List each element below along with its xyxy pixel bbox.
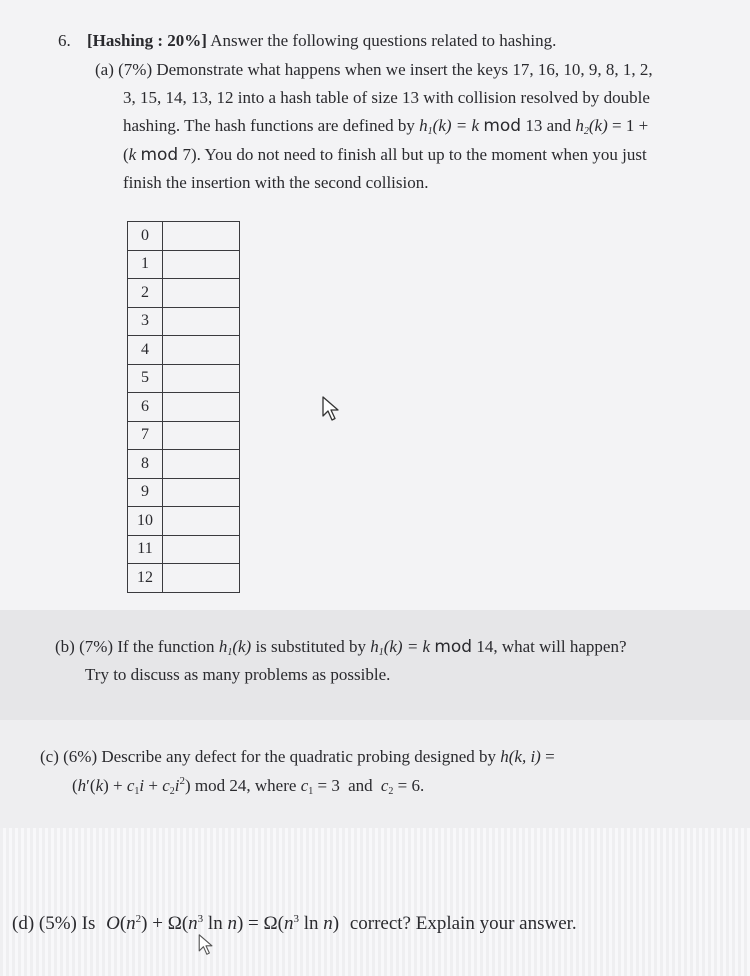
part-b-label: (b) (7%) — [55, 637, 114, 656]
question-number: 6. — [58, 31, 71, 50]
hash-table-slot — [163, 564, 240, 593]
mouse-pointer-icon — [198, 934, 214, 956]
hash-table-index: 2 — [128, 279, 163, 308]
part-a-label: (a) (7%) — [95, 60, 153, 79]
hash-table-row — [128, 336, 240, 365]
hash-table-slot — [163, 393, 240, 422]
part-a-line-2: 3, 15, 14, 13, 12 into a hash table of size 13 with collision resolved by double — [123, 88, 650, 107]
question-intro: Answer the following questions related to hashing. — [210, 31, 557, 50]
hash-table-row — [128, 564, 240, 593]
hash-table-row — [128, 307, 240, 336]
part-d-label: (d) (5%) Is — [12, 913, 96, 934]
part-b-line-2: Try to discuss as many problems as possible. — [85, 665, 391, 684]
hash-table-index: 0 — [128, 222, 163, 251]
part-c-label: (c) (6%) — [40, 747, 98, 766]
quadratic-probe-formula: $(h'(k) + c_1i + c_2i^2)$ mod 24 — [72, 775, 247, 797]
hash-table-slot — [163, 450, 240, 479]
hash-table-index: 1 — [128, 250, 163, 279]
hash-table-slot — [163, 364, 240, 393]
hash-table-index: 11 — [128, 535, 163, 564]
hash-table-index: 3 — [128, 307, 163, 336]
hash-table-row — [128, 364, 240, 393]
hash-table-slot — [163, 279, 240, 308]
part-a-line-4: (k mod 7). You do not need to finish all but up to the moment when you just — [123, 145, 647, 165]
h1-definition: $h_1(k) = k$ mod 13 — [419, 116, 543, 137]
part-d-line: (d) (5%) Is $O(n^2) + \Omega(n^3$ $\ln n) = \Omega(n^3$ ln n) correct? Explain your answer. — [12, 913, 577, 934]
hash-table-index: 9 — [128, 478, 163, 507]
part-b-line-1: (b) (7%) If the function $h_1(k)$ is substituted by $h_1(k) = k$ mod 14, what will happen? — [55, 637, 627, 658]
part-c-line-2: $(h'(k) + c_1i + c_2i^2)$ mod 24, where $c_1 = 3$ and $c_2 = 6$. — [72, 775, 425, 797]
hash-table-index: 8 — [128, 450, 163, 479]
hash-table-index: 6 — [128, 393, 163, 422]
mouse-pointer-icon — [322, 396, 340, 422]
hash-table-row — [128, 279, 240, 308]
hash-table-index: 7 — [128, 421, 163, 450]
hash-table-row — [128, 393, 240, 422]
asymptotic-equation: $O(n^2) + \Omega(n^3$ $\ln n) = \Omega(n^3$ ln n) — [106, 913, 340, 934]
hash-table-row — [128, 222, 240, 251]
hash-table-row — [128, 507, 240, 536]
hash-table-row — [128, 478, 240, 507]
hash-table-row — [128, 250, 240, 279]
hash-table-slot — [163, 507, 240, 536]
page-region-c — [0, 720, 750, 828]
hash-table-row — [128, 421, 240, 450]
hash-table — [127, 221, 240, 593]
part-c-line-1: (c) (6%) Describe any defect for the quadratic probing designed by h(k, i) = — [40, 747, 555, 766]
hash-table-index: 4 — [128, 336, 163, 365]
hash-table-index: 12 — [128, 564, 163, 593]
hash-table-row — [128, 450, 240, 479]
hash-table-slot — [163, 421, 240, 450]
part-a-line-5: finish the insertion with the second collision. — [123, 173, 429, 192]
part-a-line-1: (a) (7%) Demonstrate what happens when we insert the keys 17, 16, 10, 9, 8, 1, 2, — [95, 60, 653, 79]
page-region-d — [0, 828, 750, 976]
question-header — [58, 31, 556, 51]
part-a-line-3: hashing. The hash functions are defined by $h_1(k) = k$ mod 13 and $h_2(k) = 1$ + — [123, 116, 649, 137]
hash-table-row — [128, 535, 240, 564]
hash-table-index: 5 — [128, 364, 163, 393]
hash-table-index: 10 — [128, 507, 163, 536]
hash-table-slot — [163, 535, 240, 564]
hash-table-slot — [163, 307, 240, 336]
hash-table-slot — [163, 478, 240, 507]
question-title: [Hashing : 20%] — [87, 31, 207, 50]
hash-table-slot — [163, 222, 240, 251]
hash-table-slot — [163, 336, 240, 365]
hash-table-slot — [163, 250, 240, 279]
